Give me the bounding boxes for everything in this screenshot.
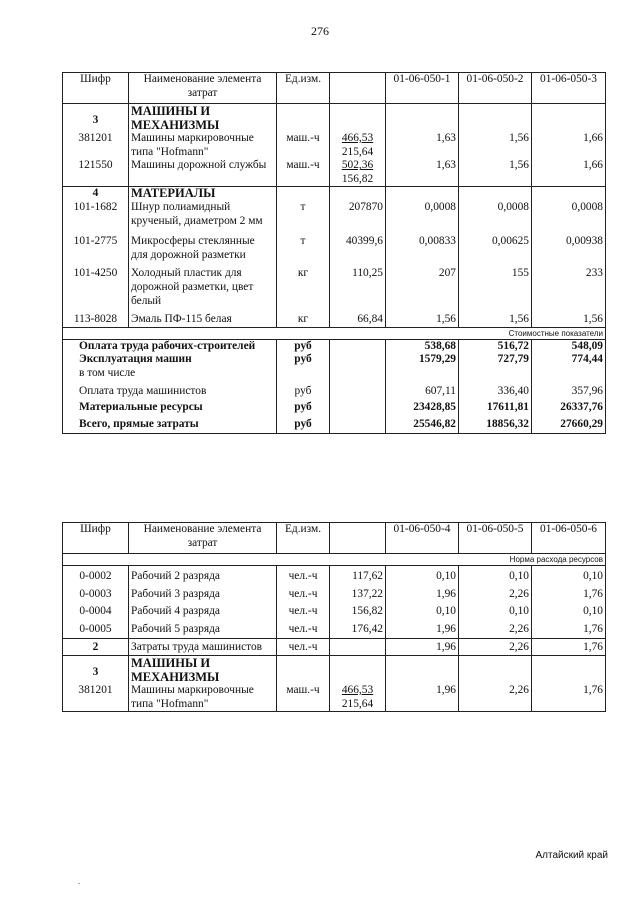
row-value-1: 1,63	[386, 132, 459, 159]
header-price	[330, 523, 386, 554]
cost-unit: руб	[277, 353, 330, 367]
header-unit: Ед.изм.	[277, 523, 330, 554]
table-row	[63, 132, 606, 159]
table-row	[63, 566, 606, 584]
cost-row	[63, 381, 606, 399]
row-value-1: 1,56	[386, 308, 459, 327]
row-unit: кг	[277, 262, 330, 308]
table-row	[63, 201, 606, 228]
cost-value-3: 774,44	[532, 353, 606, 367]
row-name: Эмаль ПФ-115 белая	[129, 308, 277, 327]
resource-table-1	[62, 72, 606, 434]
row-code: 113-8028	[63, 308, 129, 327]
cost-incl-label: в том числе	[63, 367, 277, 381]
header-name: Наименование элемента затрат	[129, 73, 277, 104]
header-name: Наименование элемента затрат	[129, 523, 277, 554]
row-name: Машины маркировочные типа "Hofmann"	[129, 132, 277, 159]
header-col-5: 01-06-050-5	[459, 523, 532, 554]
row-unit: т	[277, 228, 330, 262]
cost-caption: Стоимостные показатели	[63, 327, 606, 339]
row-price: 66,84	[330, 308, 386, 327]
row-value-3: 0,00938	[532, 228, 606, 262]
cost-value-1: 1579,29	[386, 353, 459, 367]
price-sub: 156,82	[341, 172, 374, 185]
row-value-3: 0,0008	[532, 201, 606, 228]
row-value-1: 0,10	[386, 566, 459, 584]
row-value-1: 0,10	[386, 601, 459, 619]
row-unit: чел.-ч	[277, 601, 330, 619]
row-unit: маш.-ч	[277, 159, 330, 187]
row-unit: чел.-ч	[277, 566, 330, 584]
row-code: 121550	[63, 159, 129, 187]
header-col-3: 01-06-050-3	[532, 73, 606, 104]
header-price	[330, 73, 386, 104]
header-unit: Ед.изм.	[277, 73, 330, 104]
row-value-2: 2,26	[459, 684, 532, 712]
page-number: 276	[311, 24, 329, 38]
header-col-1: 01-06-050-1	[386, 73, 459, 104]
row-value-3: 0,10	[532, 601, 606, 619]
row-code: 101-4250	[63, 262, 129, 308]
price-sub: 215,64	[341, 697, 374, 710]
row-name: Рабочий 4 разряда	[129, 601, 277, 619]
cost-unit: руб	[277, 381, 330, 399]
row-value-3: 1,56	[532, 308, 606, 327]
row-price	[330, 132, 386, 159]
section-number: 2	[63, 639, 129, 656]
table-row	[63, 159, 606, 187]
row-price: 40399,6	[330, 228, 386, 262]
cost-row	[63, 415, 606, 434]
row-name: Рабочий 2 разряда	[129, 566, 277, 584]
row-name: Машины дорожной службы	[129, 159, 277, 187]
row-value-2: 0,0008	[459, 201, 532, 228]
row-name: Холодный пластик для дорожной разметки, цвет белый	[129, 262, 277, 308]
section-number: 3	[63, 104, 129, 133]
row-value-2: 0,00625	[459, 228, 532, 262]
table-row	[63, 639, 606, 656]
row-value-3: 1,76	[532, 619, 606, 639]
row-code: 381201	[63, 684, 129, 712]
row-price: 117,62	[330, 566, 386, 584]
cost-row	[63, 339, 606, 353]
region-footer: Алтайский край	[535, 850, 608, 861]
section-title: МАШИНЫ И МЕХАНИЗМЫ	[129, 655, 277, 684]
cost-value-2: 336,40	[459, 381, 532, 399]
row-unit: т	[277, 201, 330, 228]
section-row	[63, 655, 606, 684]
row-value-1: 1,63	[386, 159, 459, 187]
price-sub: 215,64	[341, 145, 374, 158]
row-price: 176,42	[330, 619, 386, 639]
cost-row	[63, 367, 606, 381]
row-value-2: 0,10	[459, 601, 532, 619]
row-name: Затраты труда машинистов	[129, 639, 277, 656]
row-value-1: 1,96	[386, 584, 459, 602]
footer-mark: .	[78, 877, 80, 886]
row-value-1: 0,0008	[386, 201, 459, 228]
row-price: 156,82	[330, 601, 386, 619]
cost-unit: руб	[277, 415, 330, 434]
row-value-3: 1,76	[532, 684, 606, 712]
header-col-6: 01-06-050-6	[532, 523, 606, 554]
row-value-3: 233	[532, 262, 606, 308]
row-code: 0-0004	[63, 601, 129, 619]
row-price: 110,25	[330, 262, 386, 308]
row-price: 207870	[330, 201, 386, 228]
row-value-3: 0,10	[532, 566, 606, 584]
row-unit: чел.-ч	[277, 639, 330, 656]
row-value-3: 1,76	[532, 639, 606, 656]
cost-value-1: 538,68	[386, 339, 459, 353]
row-unit: маш.-ч	[277, 132, 330, 159]
row-code: 381201	[63, 132, 129, 159]
row-unit: чел.-ч	[277, 584, 330, 602]
norm-caption: Норма расхода ресурсов	[63, 554, 606, 566]
row-code: 101-1682	[63, 201, 129, 228]
section-title: МАШИНЫ И МЕХАНИЗМЫ	[129, 104, 277, 133]
section-number: 4	[63, 187, 129, 201]
row-value-2: 0,10	[459, 566, 532, 584]
table-header-row	[63, 523, 606, 554]
row-code: 101-2775	[63, 228, 129, 262]
row-value-2: 2,26	[459, 584, 532, 602]
price-main: 466,53	[341, 683, 374, 696]
row-value-1: 1,96	[386, 619, 459, 639]
cost-name: Эксплуатация машин	[63, 353, 277, 367]
caption-row	[63, 327, 606, 339]
row-name: Рабочий 3 разряда	[129, 584, 277, 602]
row-value-1: 1,96	[386, 639, 459, 656]
row-name: Рабочий 5 разряда	[129, 619, 277, 639]
table-row	[63, 684, 606, 712]
caption-row	[63, 554, 606, 566]
row-unit: чел.-ч	[277, 619, 330, 639]
price-main: 466,53	[341, 132, 374, 144]
section-row	[63, 187, 606, 201]
row-value-1: 1,96	[386, 684, 459, 712]
row-price	[330, 684, 386, 712]
table-row	[63, 584, 606, 602]
cost-value-1: 607,11	[386, 381, 459, 399]
resource-table-2	[62, 522, 606, 712]
cost-value-3: 548,09	[532, 339, 606, 353]
cost-name: Материальные ресурсы	[63, 398, 277, 415]
row-value-3: 1,66	[532, 159, 606, 187]
cost-name: Всего, прямые затраты	[63, 415, 277, 434]
table-row	[63, 601, 606, 619]
table-row	[63, 262, 606, 308]
row-price: 137,22	[330, 584, 386, 602]
cost-row	[63, 353, 606, 367]
price-main: 502,36	[341, 159, 374, 172]
table-row	[63, 308, 606, 327]
row-value-2: 1,56	[459, 132, 532, 159]
row-value-2: 155	[459, 262, 532, 308]
header-col-2: 01-06-050-2	[459, 73, 532, 104]
header-code: Шифр	[63, 523, 129, 554]
row-name: Микросферы стеклянные для дорожной разметки	[129, 228, 277, 262]
cost-value-2: 516,72	[459, 339, 532, 353]
cost-name: Оплата труда рабочих-строителей	[63, 339, 277, 353]
table-row	[63, 228, 606, 262]
row-code: 0-0005	[63, 619, 129, 639]
row-value-1: 207	[386, 262, 459, 308]
cost-value-2: 18856,32	[459, 415, 532, 434]
cost-unit: руб	[277, 339, 330, 353]
table-header-row	[63, 73, 606, 104]
row-unit: кг	[277, 308, 330, 327]
cost-value-3: 27660,29	[532, 415, 606, 434]
header-code: Шифр	[63, 73, 129, 104]
cost-value-1: 23428,85	[386, 398, 459, 415]
cost-name: Оплата труда машинистов	[63, 381, 277, 399]
cost-row	[63, 398, 606, 415]
row-name: Шнур полиамидный крученый, диаметром 2 мм	[129, 201, 277, 228]
header-col-4: 01-06-050-4	[386, 523, 459, 554]
cost-value-2: 17611,81	[459, 398, 532, 415]
section-title: МАТЕРИАЛЫ	[129, 187, 277, 201]
row-value-2: 2,26	[459, 639, 532, 656]
row-value-2: 2,26	[459, 619, 532, 639]
table-row	[63, 619, 606, 639]
row-value-2: 1,56	[459, 159, 532, 187]
cost-value-3: 26337,76	[532, 398, 606, 415]
row-code: 0-0003	[63, 584, 129, 602]
row-code: 0-0002	[63, 566, 129, 584]
cost-value-2: 727,79	[459, 353, 532, 367]
section-number: 3	[63, 655, 129, 684]
row-unit: маш.-ч	[277, 684, 330, 712]
row-value-3: 1,66	[532, 132, 606, 159]
cost-value-3: 357,96	[532, 381, 606, 399]
row-name: Машины маркировочные типа "Hofmann"	[129, 684, 277, 712]
row-price	[330, 159, 386, 187]
section-row	[63, 104, 606, 133]
row-value-2: 1,56	[459, 308, 532, 327]
cost-value-1: 25546,82	[386, 415, 459, 434]
row-value-3: 1,76	[532, 584, 606, 602]
cost-unit: руб	[277, 398, 330, 415]
row-value-1: 0,00833	[386, 228, 459, 262]
